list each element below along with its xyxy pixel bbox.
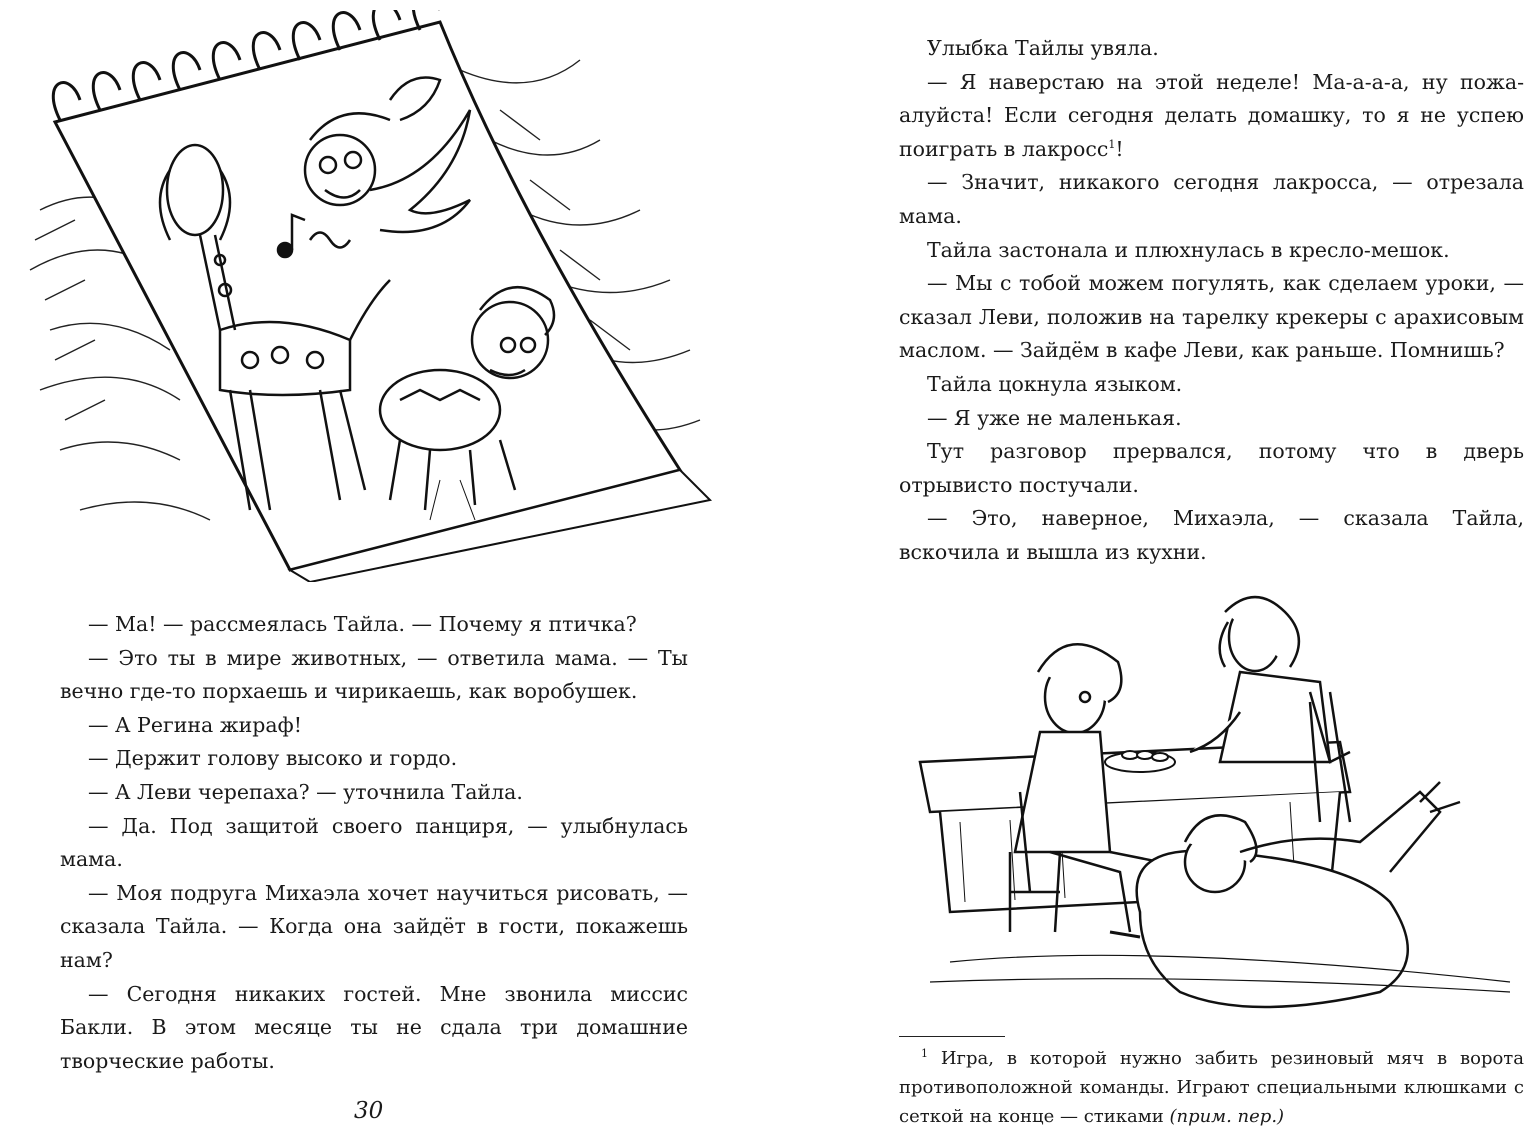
paragraph: Тайла цокнула языком.: [927, 371, 1183, 396]
left-body-text: [60, 608, 688, 1078]
footnote-paragraph: [899, 1044, 1524, 1131]
paragraph: — Мы с тобой можем погулять, как сделаем уроки, — сказал Леви, положив на тарелку крекеры с арахисовым маслом. — Зайдём в кафе Леви, как раньше. Помнишь?: [899, 271, 1524, 363]
paragraph: — Это ты в мире животных, — ответила мама. — Ты вечно где-то порхаешь и чирикаешь, как воробушек.: [60, 645, 688, 704]
translator-note: (прим. пер.): [1169, 1106, 1285, 1127]
paragraph: Тайла застонала и плюхнулась в кресло-мешок.: [927, 237, 1450, 262]
paragraph: — Значит, никакого сегодня лакросса, — отрезала мама.: [899, 170, 1524, 228]
paragraph: — Держит голову высоко и гордо.: [88, 746, 458, 771]
sketchbook-illustration: [20, 10, 720, 582]
plate-crackers: [1105, 751, 1175, 772]
kitchen-scene-illustration: [910, 592, 1520, 1018]
paragraph: — Да. Под защитой своего панциря, — улыбнулась мама.: [60, 813, 688, 872]
paragraph: — Ма! — рассмеялась Тайла. — Почему я птичка?: [88, 612, 637, 636]
right-body-text: [899, 32, 1524, 570]
paragraph-with-footnote: [899, 66, 1524, 167]
footnote-text: Игра, в которой нужно забить резиновый мяч в ворота противоположной команды. Играют специальными клюшками с сеткой на конце — стиками: [899, 1048, 1524, 1127]
paragraph: — А Леви черепаха? — уточнила Тайла.: [88, 779, 523, 804]
footnote-mark: 1: [921, 1047, 928, 1060]
sketchbook-page: [55, 22, 680, 570]
paragraph: Улыбка Тайлы увяла.: [927, 36, 1159, 60]
paragraph: — Сегодня никаких гостей. Мне звонила миссис Бакли. В этом месяце ты не сдала три домашние творческие работы.: [60, 981, 688, 1073]
paragraph: Тут разговор прервался, потому что в дверь отрывисто постучали.: [899, 439, 1524, 497]
paragraph: — Я уже не маленькая.: [927, 405, 1182, 430]
paragraph: — А Регина жираф!: [88, 712, 302, 737]
footnote-rule: [899, 1036, 1005, 1037]
paragraph-tail: !: [1115, 136, 1124, 161]
footnote-ref: 1: [1108, 137, 1116, 151]
page-number: 30: [354, 1098, 384, 1124]
right-page: [764, 0, 1528, 1136]
paragraph: — Моя подруга Михаэла хочет научиться рисовать, — сказала Тайла. — Когда она зайдёт в гости, покажешь нам?: [60, 880, 688, 972]
paragraph: — Это, наверное, Михаэла, — сказала Тайла, вскочила и вышла из кухни.: [899, 506, 1524, 564]
footnote: [899, 1044, 1524, 1131]
paragraph-text: — Я наверстаю на этой неделе! Ма-а-а-а, ну пожа-алуйста! Если сегодня делать домашку, то я не успею поиграть в лакросс: [899, 69, 1524, 161]
